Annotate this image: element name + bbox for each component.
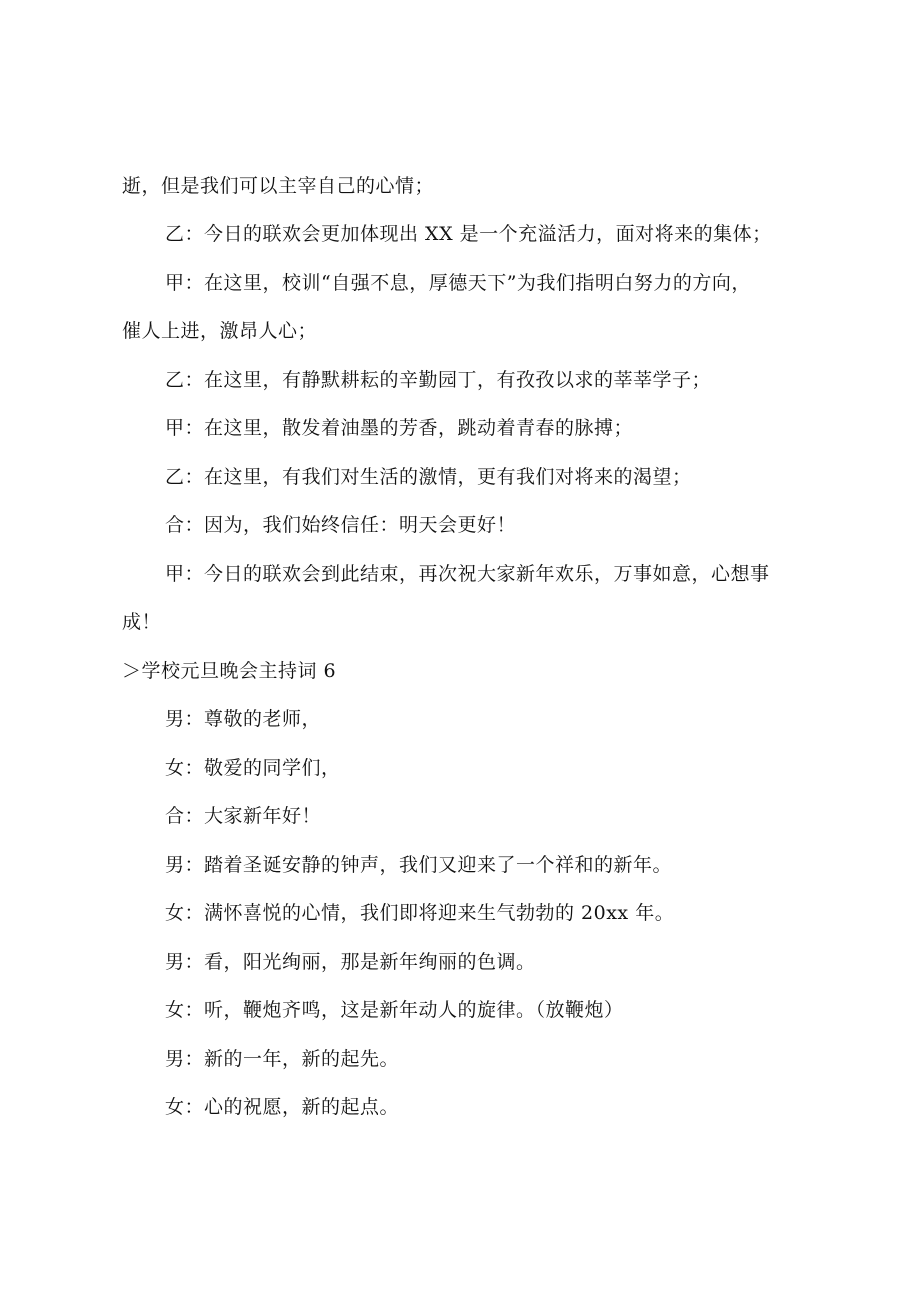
paragraph-jia-1: 甲：在这里，校训“自强不息，厚德天下”为我们指明白努力的方向， <box>165 272 751 294</box>
paragraph-yi-2: 乙：在这里，有静默耕耘的辛勤园丁，有孜孜以求的莘莘学子； <box>165 369 712 391</box>
paragraph-nv-4: 女：心的祝愿，新的起点。 <box>165 1096 400 1118</box>
paragraph-jia-1-cont: 催人上进，激昂人心； <box>122 320 318 342</box>
paragraph-nan-1: 男：尊敬的老师， <box>165 708 322 730</box>
paragraph-jia-3: 甲：今日的联欢会到此结束，再次祝大家新年欢乐，万事如意，心想事 <box>165 563 770 585</box>
paragraph-yi-1: 乙：今日的联欢会更加体现出 XX 是一个充溢活力，面对将来的集体； <box>165 223 772 245</box>
paragraph-nv-1: 女：敬爱的同学们， <box>165 757 341 779</box>
paragraph-jia-2: 甲：在这里，散发着油墨的芳香，跳动着青春的脉搏； <box>165 417 634 439</box>
paragraph-he-1: 合：因为，我们始终信任：明天会更好！ <box>165 514 517 536</box>
paragraph-continuation: 逝，但是我们可以主宰自己的心情； <box>122 175 435 197</box>
paragraph-nv-3: 女：听，鞭炮齐鸣，这是新年动人的旋律。（放鞭炮） <box>165 999 624 1021</box>
paragraph-he-2: 合：大家新年好！ <box>165 805 322 827</box>
section-heading: ＞学校元旦晚会主持词 6 <box>122 660 337 682</box>
paragraph-jia-3-cont: 成！ <box>122 611 162 633</box>
paragraph-nan-3: 男：看，阳光绚丽，那是新年绚丽的色调。 <box>165 951 536 973</box>
paragraph-nv-2: 女：满怀喜悦的心情，我们即将迎来生气勃勃的 20xx 年。 <box>165 902 675 924</box>
paragraph-nan-2: 男：踏着圣诞安静的钟声，我们又迎来了一个祥和的新年。 <box>165 854 673 876</box>
paragraph-nan-4: 男：新的一年，新的起先。 <box>165 1048 400 1070</box>
paragraph-yi-3: 乙：在这里，有我们对生活的激情，更有我们对将来的渴望； <box>165 466 692 488</box>
